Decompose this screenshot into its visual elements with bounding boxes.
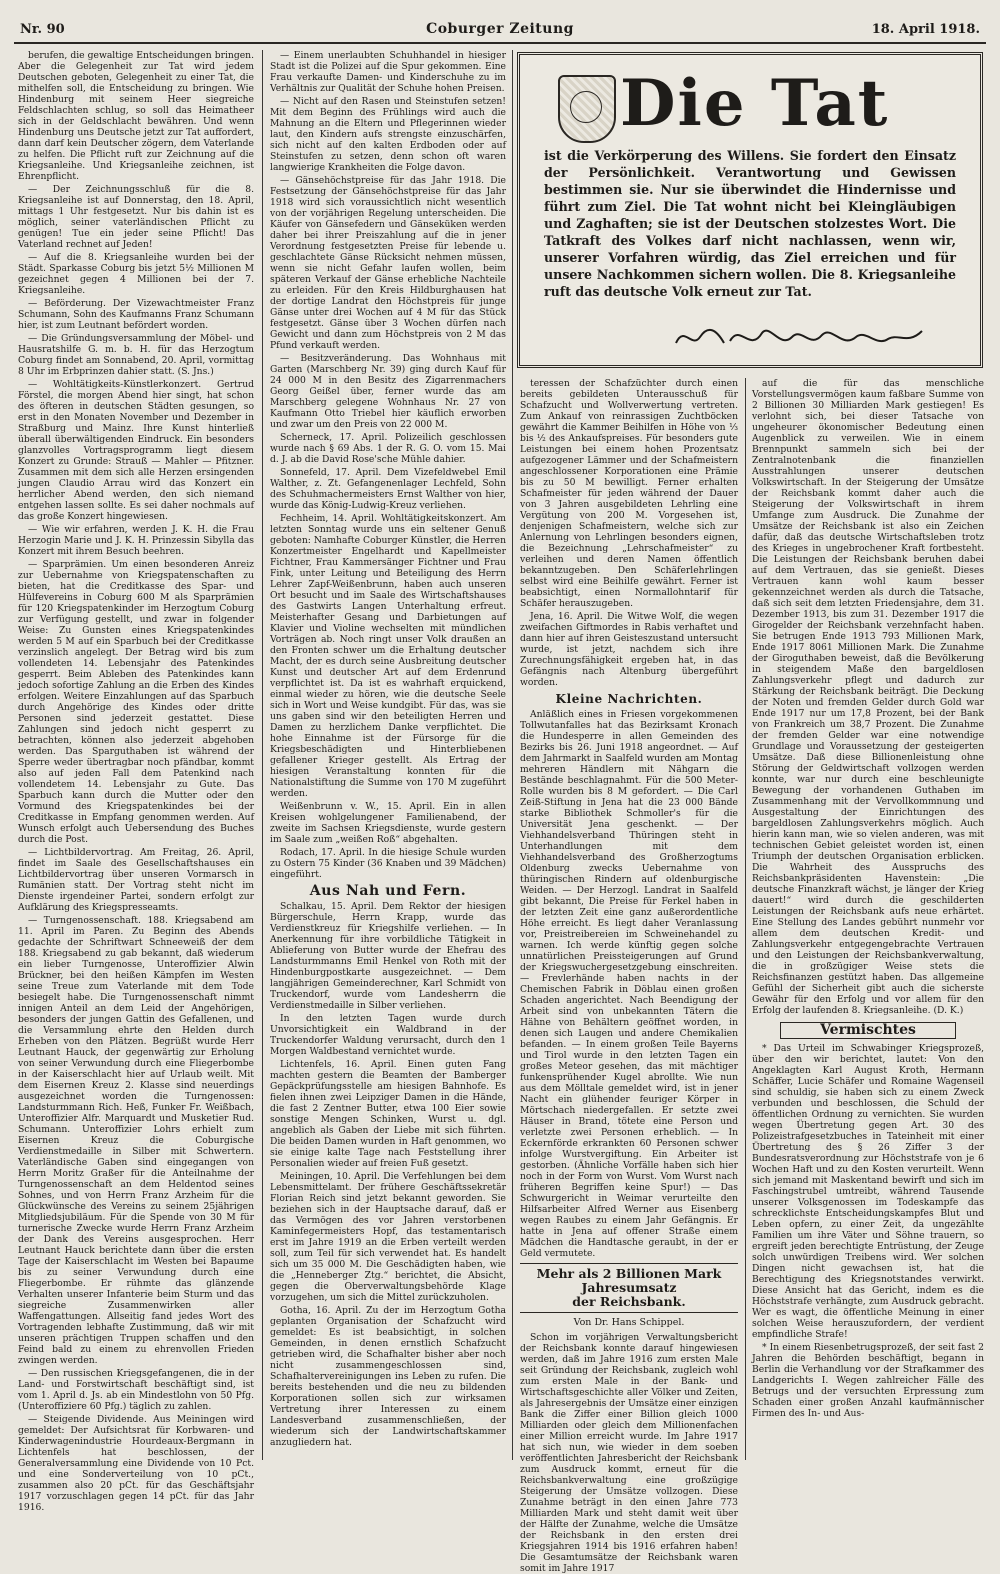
article-paragraph: berufen, die gewaltige Entscheidungen bringen. Aber die Gelegenheit zur Tat wird jedem Deutschen geboten, Gelegenheit zu einer Tat, die mithelfen soll, die Entscheidung zu bringen. Wie Hindenburg mit seinem Heer siegreiche Feldschlachten schlug, so soll das Heimatheer sich in der Geldschlacht bewähren. Und wenn Hindenburg uns Deutsche jetzt zur Tat auffordert, dann darf kein Deutscher zögern, dem Vaterlande zu helfen. Die Pflicht ruft zur Zeichnung auf die Kriegsanleihe. Und Kriegsanleihe zeichnen, ist Ehrenpflicht. [18,50,254,182]
article-paragraph: Scherneck, 17. April. Polizeilich geschlossen wurde nach § 69 Abs. 1 der R. G. O. vom 15. Mai d. J. ab die David Rose'sche Mühle dahier. [270,432,506,465]
article-paragraph: — Einem unerlaubten Schuhhandel in hiesiger Stadt ist die Polizei auf die Spur gekommen. Eine Frau verkaufte Damen- und Kinderschuhe zu im Verhältnis zur Qualität der Schuhe hohen Preisen. [270,50,506,94]
article-paragraph: — Lichtbildervortrag. Am Freitag, 26. April, findet im Saale des Gesellschaftshauses ein Lichtbildervortrag über unseren Vormarsch in Rumänien statt. Der Vortrag steht nicht im Dienste irgendeiner Partei, sondern erfolgt zur Aufklärung des Kriegspresseamts. [18,847,254,913]
issue-date: 18. April 1918. [871,22,980,37]
article-paragraph: Weißenbrunn v. W., 15. April. Ein in allen Kreisen wohlgelungener Familienabend, der zweite im Sachsen Kriegsdienste, wurde gestern im Saale zum „weißen Roß“ abgehalten. [270,801,506,845]
column-3 [520,378,738,1574]
column-2 [270,50,506,1460]
article-paragraph: — Besitzveränderung. Das Wohnhaus mit Garten (Marschberg Nr. 39) ging durch Kauf für 24 000 M in den Besitz des Zigarrenmachers Georg Geißel über, ferner wurde das am Marschberg gelegene Wohnhaus Nr. 27 von Kaufmann Otto Triebel hier käuflich erworben und zwar um den Preis von 22 000 M. [270,353,506,430]
article-paragraph: Jena, 16. April. Die Witwe Wolf, die wegen zweifachen Giftmordes in Rabis verhaftet und dann hier auf ihren Geisteszustand untersucht wurde, ist jetzt, nachdem sich ihre Zurechnungsfähigkeit ergeben hat, in das Gefängnis nach Altenburg übergeführt worden. [520,611,738,688]
article-paragraph: In den letzten Tagen wurde durch Unvorsichtigkeit ein Waldbrand in der Truckendorfer Waldung verursacht, durch den 1 Morgen Waldbestand vernichtet wurde. [270,1013,506,1057]
column-divider [512,50,513,1460]
article-paragraph: Meiningen, 10. April. Die Verfehlungen bei dem Lebensmittelamt. Der frühere Geschäftssekretär Florian Reich sind jetzt bekannt geworden. Sie beziehen sich in der Hauptsache darauf, daß er das Vermögen des vor Jahren verstorbenen Kaminfegermeisters Hopf, das testamentarisch erst im Jahre 1919 an die Erben verteilt werden soll, zum Teil für sich verwendet hat. Es handelt sich um 35 000 M. Die Geschädigten haben, wie die „Henneberger Ztg.“ berichtet, die Absicht, gegen die Oberverwaltungsbehörde Klage vorzugehen, um sich die Mittel zurückzuholen. [270,1171,506,1303]
section-heading: Vermischtes [780,1022,956,1039]
article-paragraph: Schalkau, 15. April. Dem Rektor der hiesigen Bürgerschule, Herrn Krapp, wurde das Verdienstkreuz für Kriegshilfe verliehen. — In Anerkennung für ihre vorbildliche Tätigkeit in Ablieferung von Butter wurde der Ehefrau des Landsturmmanns Emil Henkel von Roth mit der Hindenburgpostkarte ausgezeichnet. — Dem langjährigen Gemeinderechner, Karl Schmidt von Truckendorf, wurde vom Landesherrn die Verdienstmedaille in Silber verliehen. [270,901,506,1011]
section-heading: Aus Nah und Fern. [309,883,467,899]
article-paragraph: — Beförderung. Der Vizewachtmeister Franz Schumann, Sohn des Kaufmanns Franz Schumann hier, ist zum Leutnant befördert worden. [18,298,254,331]
article-paragraph: * In einem Riesenbetrugsprozeß, der seit fast 2 Jahren die Behörden beschäftigt, begann in Berlin die Verhandlung vor der Strafkammer des Landgerichts I. Wegen zahlreicher Fälle des Betrugs und der versuchten Erpressung zum Schaden einer großen Anzahl kaufmännischer Firmen des In- und Aus- [752,1342,984,1419]
article-paragraph: Rodach, 17. April. In die hiesige Schule wurden zu Ostern 75 Kinder (36 Knaben und 39 Mädchen) eingeführt. [270,847,506,880]
article-headline-box [520,1263,738,1313]
article-paragraph: Anläßlich eines in Friesen vorgekommenen Tollwutanfalles hat das Bezirksamt Kronach die Hundesperre in allen Gemeinden des Bezirks bis 26. Juni 1918 angeordnet. — Auf dem Jahrmarkt in Saalfeld wurden am Montag mehreren Händlern mit Nähgarn die Bestände beschlagnahmt. Für die 500 Meter-Rolle wurden bis 8 M gefordert. — Die Carl Zeiß-Stiftung in Jena hat die 23 000 Bände starke Bibliothek Schmoller's für die Universität Jena geschenkt. — Der Viehhandelsverband Thüringen steht in Unterhandlungen mit dem Viehhandelsverband des Großherzogtums Oldenburg zwecks Uebernahme von thüringischen Rindern auf oldenburgische Weiden. — Der Herzogl. Landrat in Saalfeld gibt bekannt, Die Preise für Ferkel haben in der letzten Zeit eine ganz außerordentliche Höhe erreicht. Es liegt daher Veranlassung vor, Preistreibereien im Schweinehandel zu warnen. Ich werde künftig gegen solche unnatürlichen Preissteigerungen auf Grund der Kriegswuchergesetzgebung einschreiten. — Frevlerhände haben nachts in der Chemischen Fabrik in Döblau einen großen Schaden angerichtet. Nach Beendigung der Arbeit sind von unbekannten Tätern die Hähne von Behältern geöffnet worden, in denen sich Laugen und andere Chemikalien befanden. — In einem großen Teile Bayerns und Tirol wurde in den letzten Tagen ein großes Meteor gesehen, das mit mächtiger funkensprühender Kugel abrollte. Wie nun aus dem Mölltale gemeldet wird, ist in jener Nacht ein glühender feuriger Körper in Mörtschach niedergefallen. Er setzte zwei Häuser in Brand, tötete eine Person und verletzte zwei Personen erheblich. — In Eckernförde erkrankten 60 Personen schwer infolge Wurstvergiftung. Ein Arbeiter ist gestorben. (Ähnliche Vorfälle haben sich hier noch in der Form von Wurst. Vom Wurst nach früheren Begriffen keine Spur!) — Das Schwurgericht in Weimar verurteilte den Hilfsarbeiter Alfred Werner aus Eisenberg wegen Raubes zu einem Jahr Gefängnis. Er hatte in Jena auf offener Straße einem Mädchen die Handtasche geraubt, in der er Geld vermutete. [520,709,738,1259]
article-paragraph: teressen der Schafzüchter durch einen bereits gebildeten Unterausschuß für Schafzucht und Wollverwertung vertreten. Zum Ankauf von reinrassigen Zuchtböcken gewährt die Kammer Beihilfen in Höhe von ⅓ bis ½ des Ankaufspreises. Für besonders gute Leistungen bei einem hohen Prozentsatz aufgezogener Lämmer und der Schafmeistern angeschlossener Korporationen eine Prämie bis zu 50 M bewilligt. Ferner erhalten Schafmeister für jeden während der Dauer von 3 Jahren ausgebildeten Lehrling eine Vergütung von 200 M. Vorgesehen ist, denjenigen Schafmeistern, welche sich zur Anlernung von Lehrlingen besonders eignen, die Bezeichnung „Lehrschafmeister“ zu verleihen und deren Namen öffentlich bekanntzugeben. Den Schäferlehrlingen selbst wird eine Beihilfe gewährt. Ferner ist beabsichtigt, einen Normallohntarif für Schäfer herauszugeben. [520,378,738,609]
article-paragraph: Gotha, 16. April. Zu der im Herzogtum Gotha geplanten Organisation der Schafzucht wird gemeldet: Es ist beabsichtigt, in solchen Gemeinden, in denen ernstlich Schafzucht getrieben wird, die Schafhalter bisher aber noch nicht zusammengeschlossen sind, Schafhaltervereinigungen ins Leben zu rufen. Die bereits bestehenden und die neu zu bildenden Korporationen sollen sich zur wirksamen Vertretung ihrer Interessen zu einem Landesverband zusammenschließen, der wiederum sich der Landwirtschaftskammer anzugliedern hat. [270,1305,506,1448]
article-paragraph: Lichtenfels, 16. April. Einen guten Fang machten gestern die Beamten der Bamberger Gepäckprüfungsstelle am hiesigen Bahnhofe. Es fielen ihnen zwei Leipziger Damen in die Hände, die fast 2 Zentner Butter, etwa 100 Eier sowie sonstige Mengen Schinken, Wurst u. dgl. angeblich als Gaben der Liebe mit sich führten. Die beiden Damen wurden in Haft genommen, wo sie einige kalte Tage nach Feststellung ihrer Personalien wieder auf freien Fuß gesetzt. [270,1059,506,1169]
issue-number: Nr. 90 [20,22,65,37]
article-paragraph: — Steigende Dividende. Aus Meiningen wird gemeldet: Der Aufsichtsrat für Korbwaren- und Kinderwagenindustrie Hourdeaux-Bergmann in Lichtenfels hat beschlossen, der Generalversammlung eine Dividende von 10 Pct. und eine Sonderverteilung von 10 pCt., zusammen also 20 pCt. für das Geschäftsjahr 1917 vorzuschlagen gegen 14 pCt. für das Jahr 1916. [18,1414,254,1513]
article-paragraph: — Sparprämien. Um einen besonderen Anreiz zur Uebernahme von Kriegspatenschaften zu bieten, hat die Creditkasse des Spar- und Hülfevereins in Coburg 600 M als Sparprämien für 120 Kriegspatenkinder im Herzogtum Coburg zur Verfügung gestellt, und zwar in folgender Weise: Zu Gunsten eines Kriegspatenkindes werden 5 M auf ein Sparbuch bei der Creditkasse verzinslich angelegt. Der Betrag wird bis zum vollendeten 14. Lebensjahr des Patenkindes gesperrt. Beim Ableben des Patenkindes kann jedoch sofortige Zahlung an die Erben des Kindes erfolgen. Weitere Einzahlungen auf das Sparbuch durch Angehörige des Kindes oder dritte Personen sind jederzeit gestattet. Diese Zahlungen sind jedoch nicht gesperrt zu betrachten, können also jederzeit abgehoben werden. Das Sparguthaben ist während der Sperre weder übertragbar noch pfändbar, kommt also auf jeden Fall dem Patenkind nach vollendetem 14. Lebensjahr zu Gute. Das Sparbuch kann durch die Mutter oder den Vormund des Kriegspatenkindes bei der Creditkasse in Empfang genommen werden. Auf Wunsch erfolgt auch Uebersendung des Buches durch die Post. [18,559,254,845]
article-paragraph: — Nicht auf den Rasen und Steinstufen setzen! Mit dem Beginn des Frühlings wird auch die Mahnung an die Eltern und Pflegerinnen wieder laut, den Kindern aufs strengste einzuschärfen, sich nicht auf den kalten Erdboden oder auf Steinstufen zu setzen, denn schon oft waren langwierige Krankheiten die Folge davon. [270,96,506,173]
article-paragraph: Sonnefeld, 17. April. Dem Vizefeldwebel Emil Walther, z. Zt. Gefangenenlager Lechfeld, Sohn des Schuhmachermeisters Ernst Walther von hier, wurde das König-Ludwig-Kreuz verliehen. [270,467,506,511]
article-paragraph: — Die Gründungsversammlung der Möbel- und Hausratshilfe G. m. b. H. für das Herzogtum Coburg findet am Sonnabend, 20. April, vormittag 8 Uhr im Erbprinzen dahier statt. (S. Jns.) [18,333,254,377]
column-1 [18,50,254,1513]
war-bond-advertisement [517,52,983,368]
hindenburg-signature [670,319,930,355]
headline-line-1: Mehr als 2 Billionen Mark Jahresumsatz [536,1266,722,1295]
article-paragraph: Fechheim, 14. April. Wohltätigkeitskonzert. Am letzten Sonntag wurde uns ein seltener Genuß geboten: Namhafte Coburger Künstler, die Herren Konzertmeister Engelhardt und Kapellmeister Fichtner, Frau Kammersänger Fichtner und Frau Fink, unter Leitung und Beteiligung des Herrn Lehrer Zapf-Weißenbrunn, haben auch unseren Ort besucht und im Saale des Wirtschaftshauses des Gastwirts Langen Unterhaltung erfreut. Meisterhafter Gesang und Darbietungen auf Klavier und Violine wechselten mit mündlichen Vorträgen ab. Noch ringt unser Volk draußen an den Fronten schwer um die Erhaltung deutscher Macht, der es durch seine Ausbreitung deutscher Kunst und deutscher Art auf dem Erdenrund verpflichtet ist. Da ist es wahrhaft erquickend, einmal wieder zu hören, wie die deutsche Seele sich in Wort und Weise kundgibt. Für das, was sie uns gaben sind wir den beteiligten Herren und Damen zu herzlichem Danke verpflichtet. Die hohe Einnahme ist der Fürsorge für die Kriegsbeschädigten und Hinterbliebenen gefallener Krieger gestellt. Als Ertrag der hiesigen Veranstaltung konnten für die Nationalstiftung die Summe von 170 M zugeführt werden. [270,513,506,799]
article-byline: Von Dr. Hans Schippel. [573,1317,685,1328]
article-paragraph: * Das Urteil im Schwabinger Kriegsprozeß, über den wir berichtet, lautet: Von den Angeklagten Karl August Kroth, Hermann Schäffer, Lucie Schäfer und Romaine Wagenseil sind schuldig, sie haben sich zu einem Zweck verbunden und beschlossen, die Schuld der öffentlichen Ordnung zu vernichten. Sie wurden wegen Übertretung gegen Art. 30 des Polizeistrafgesetzbuches in Tateinheit mit einer Übertretung des § 26 Ziffer 3 der Bundesratsverordnung zur Höchststrafe von je 6 Wochen Haft und zu den Kosten verurteilt. Wenn sich jemand mit Maskentand bewirft und sich im Faschingstrubel umtreibt, während Tausende unserer Volksgenossen im Todeskampfe das schrecklichste Entscheidungskampfes Blut und Leben opfern, zu einer Zeit, da ungezählte Familien um ihre Väter und Söhne trauern, so ergreift jeden berechtigte Entrüstung, der Zeuge solch unwürdigen Treibens wird. Wer solchen Dingen nicht gewachsen ist, hat die Berechtigung des Kriegsnotstandes verwirkt. Diese Ansicht hat das Gericht, indem es die Höchststrafe verhängte, zum Ausdruck gebracht. Wer es wagt, die öffentliche Meinung in einer solchen Weise herauszufordern, der verdient empfindliche Strafe! [752,1043,984,1340]
article-paragraph: — Wohltätigkeits-Künstlerkonzert. Gertrud Förstel, die morgen Abend hier singt, hat schon des öfteren in deutschen Städten gesungen, so erst in den Monaten November und Dezember in Straßburg und Mainz. Ihre Kunst hinterließ überall überwältigenden Eindruck. Ein besonders glanzvolles Vortragsprogramm liegt diesem Konzert zu Grunde: Strauß — Mahler — Pfitzner. Zusammen mit dem sich alle Herzen ersingenden jungen Claudio Arrau wird das Konzert ein herrlicher Abend werden, den sich niemand entgehen lassen sollte. Es sei daher nochmals auf das große Konzert hingewiesen. [18,379,254,522]
page-header [14,16,986,44]
newspaper-name: Coburger Zeitung [426,21,574,37]
article-paragraph: — Wie wir erfahren, werden J. K. H. die Frau Herzogin Marie und J. K. H. Prinzessin Sibylla das Konzert mit ihrem Besuch beehren. [18,524,254,557]
article-paragraph: auf die für das menschliche Vorstellungsvermögen kaum faßbare Summe von 2 Billionen 30 Milliarden Mark gestiegen! Es verlohnt sich, bei dieser Tatsache von ungeheurer ökonomischer Bedeutung einen Augenblick zu verweilen. Wie in einem Brennpunkt sammeln sich bei der Zentralnotenbank die finanziellen Ausstrahlungen unserer deutschen Volkswirtschaft. In der Steigerung der Umsätze der Reichsbank kommt daher auch die Steigerung der Volkswirtschaft in ihrem Umfange zum Ausdruck. Die Zunahme der Umsätze der Reichsbank ist also ein Zeichen dafür, daß das deutsche Wirtschaftsleben trotz des Krieges in ungebrochener Kraft fortbesteht. Die Leistungen der Reichsbank beruhen dabei auf dem Vertrauen, das sie genießt. Dieses Vertrauen kann wohl kaum besser gekennzeichnet werden als durch die Tatsache, daß sich seit dem letzten Friedensjahre, dem 31. Dezember 1913, bis zum 31. Dezember 1917 die Girogelder der Reichsbank verzehnfacht haben. Sie betrugen Ende 1913 793 Millionen Mark, Ende 1917 8061 Millionen Mark. Die Zunahme der Giroguthaben beweist, daß die Bevölkerung in steigendem Maße den bargeldlosen Zahlungsverkehr pflegt und dadurch zur Stärkung der Reichsbank beiträgt. Die Deckung der Noten und fremden Gelder durch Gold war Ende 1917 nur um 17,8 Prozent, bei der Bank von Frankreich um 38,7 Prozent. Die Zunahme der fremden Gelder war eine notwendige Grundlage und Voraussetzung der gesteigerten Umsätze. Daß diese Billionenleistung ohne Störung der Geldwirtschaft vollzogen werden konnte, war nur durch eine beschleunigte Bewegung der vorhandenen Guthaben im Zusammenhang mit der Vervollkommnung und Ausgestaltung der Einrichtungen des bargeldlosen Zahlungsverkehrs möglich. Auch hierin kann man, wie so vielen anderen, was mit technischen Gebiet geleistet worden ist, einen Triumph der deutschen Organisation erblicken. Die Wahrheit des Ausspruchs des Reichsbankpräsidenten Havenstein: „Die deutsche Finanzkraft wächst, je länger der Krieg dauert!“ wird durch die geschilderten Leistungen der Reichsbank aufs neue erhärtet. Eine Stellung des Landes gebührt nunmehr vor allem dem deutschen Kredit- und Zahlungsverkehr entgegengebrachte Vertrauen und den Leistungen der Reichsbankverwaltung, die in großzügiger Weise stets die Reichsfinanzen gestützt haben. Das allgemeine Gefühl der Sicherheit gibt auch die sicherste Gewähr für den Erfolg und vor allem für den Erfolg der laufenden 8. Kriegsanleihe. (D. K.) [752,378,984,1016]
section-heading: Kleine Nachrichten. [555,692,703,706]
column-divider [262,50,263,1460]
article-paragraph: — Auf die 8. Kriegsanleihe wurden bei der Städt. Sparkasse Coburg bis jetzt 5½ Millionen M gezeichnet gegen 4 Millionen bei der 7. Kriegsanleihe. [18,252,254,296]
ad-title: Die Tat [620,66,890,141]
article-paragraph: — Den russischen Kriegsgefangenen, die in der Land- und Forstwirtschaft beschäftigt sind, ist vom 1. April d. Js. ab ein Mindestlohn von 50 Pfg. (Unteroffiziere 60 Pfg.) täglich zu zahlen. [18,1368,254,1412]
article-paragraph: — Turngenossenschaft. 188. Kriegsabend am 11. April im Paren. Zu Beginn des Abends gedachte der Schriftwart Schneeweiß der dem 188. Kriegsabend zu gab bekannt, daß wiederum ein lieber Turngenosse, Unteroffizier Alwin Brückner, bei den heißen Kämpfen im Westen seine Treue zum Vaterlande mit dem Tode besiegelt habe. Die Turngenossenschaft nimmt innigen Anteil an dem Leid der Angehörigen, besonders der jungen Gattin des Gefallenen, und die Versammlung ehrte den Helden durch Erheben von den Plätzen. Begrüßt wurde Herr Leutnant Hauck, der gegenwärtig zur Erholung von seiner Verwundung durch eine Fliegerbombe in der Kaiserschlacht hier auf Urlaub weilt. Mit dem Eisernen Kreuz 2. Klasse sind neuerdings ausgezeichnet worden die Turngenossen: Landsturmmann Rich. Heß, Funker Fr. Weißbach, Unteroffizier Alfr. Marquardt und Musketier Rud. Schumann. Unteroffizier Lohrs erhielt zum Eisernen Kreuz die Coburgische Verdienstmedaille in Silber mit Schwertern. Vaterländische Gaben sind eingegangen von Herrn Moritz Graßer für die Anteilnahme der Turngenossenschaft an dem Heldentod seines Sohnes, und von Herrn Franz Arzheim für die Glückwünsche des Vereins zu seinem 25jährigen Mitgliedsjubiläum. Für die Spende von 30 M für turnerische Zwecke wurde Herrn Franz Arzheim der Dank des Vereins ausgesprochen. Herr Leutnant Hauck berichtete dann über die ersten Tage der Kaiserschlacht im Westen bei Bapaume bis zu seiner Verwundung durch eine Fliegerbombe. Er rühmte das glänzende Verhalten unserer Infanterie beim Sturm und das siegreiche Zusammenwirken aller Waffengattungen. Allseitig fand jedes Wort des Vortragenden lebhafte Zustimmung, daß wir mit unseren prächtigen Truppen schaffen und den Feind bald zu einem zu ehrenvollen Frieden zwingen werden. [18,915,254,1366]
article-paragraph: — Gänsehöchstpreise für das Jahr 1918. Die Festsetzung der Gänsehöchstpreise für das Jahr 1918 wird sich voraussichtlich nicht wesentlich von der vorjährigen Regelung unterscheiden. Die Käufer von Gänsefedern und Gänseküken werden daher bei ihrer Preiszahlung auf die in jener Verordnung festgesetzten Preise für lebende u. geschlachtete Gänse Rücksicht nehmen müssen, wenn sie nicht Gefahr laufen wollen, beim späteren Verkauf der Gänse erhebliche Nachteile zu erleiden. Für den Kreis Hildburghausen hat der dortige Landrat den Höchstpreis für junge Gänse unter drei Wochen auf 4 M für das Stück festgesetzt. Gänse über 3 Wochen dürfen nach Gewicht und dann zum Höchstpreis von 2 M das Pfund verkauft werden. [270,175,506,351]
seal-emblem-icon [558,75,616,143]
column-4 [752,378,984,1460]
headline-line-2: der Reichsbank. [572,1294,686,1309]
column-divider [745,378,746,1460]
ad-text: ist die Verkörperung des Willens. Sie fordert den Einsatz der Persönlichkeit. Verantwortung und Gewissen bestimmen sie. Nur sie überwindet die Hindernisse und führt zum Ziel. Die Tat wohnt nicht bei Kleingläubigen und Zaghaften; sie ist der Deutschen stolzestes Wort. Die Tatkraft des Volkes darf nicht nachlassen, wenn wir, unserer Vorfahren würdig, das Ziel erreichen und für unsere Nachkommen sichern wollen. Die 8. Kriegsanleihe ruft das deutsche Volk erneut zur Tat. [544,148,956,299]
article-paragraph: Schon im vorjährigen Verwaltungsbericht der Reichsbank konnte darauf hingewiesen werden, daß im Jahre 1916 zum ersten Male seit Gründung der Reichsbank, zugleich wohl zum ersten Male in der Bank- und Wirtschaftsgeschichte aller Völker und Zeiten, als Jahresergebnis der Umsätze einer einzigen Bank die Ziffer einer Billion gleich 1000 Milliarden oder gleich dem Millionenfachen einer Million erreicht wurde. Im Jahre 1917 hat sich nun, wie wieder in dem soeben veröffentlichten Jahresbericht der Reichsbank zum Ausdruck kommt, erneut für die Reichsbankverwaltung eine großzügige Steigerung der Umsätze vollzogen. Diese Zunahme beträgt in den einen Jahre 773 Milliarden Mark und steht damit weit über der Hälfte der Zunahme, welche die Umsätze der Reichsbank in den ersten drei Kriegsjahren 1914 bis 1916 erfahren haben! Die Gesamtumsätze der Reichsbank waren somit im Jahre 1917 [520,1332,738,1574]
article-paragraph: — Der Zeichnungsschluß für die 8. Kriegsanleihe ist auf Donnerstag, den 18. April, mittags 1 Uhr festgesetzt. Nur bis dahin ist es möglich, seiner vaterländischen Pflicht zu genügen! Tue ein jeder seine Pflicht! Das Vaterland rechnet auf Jeden! [18,184,254,250]
